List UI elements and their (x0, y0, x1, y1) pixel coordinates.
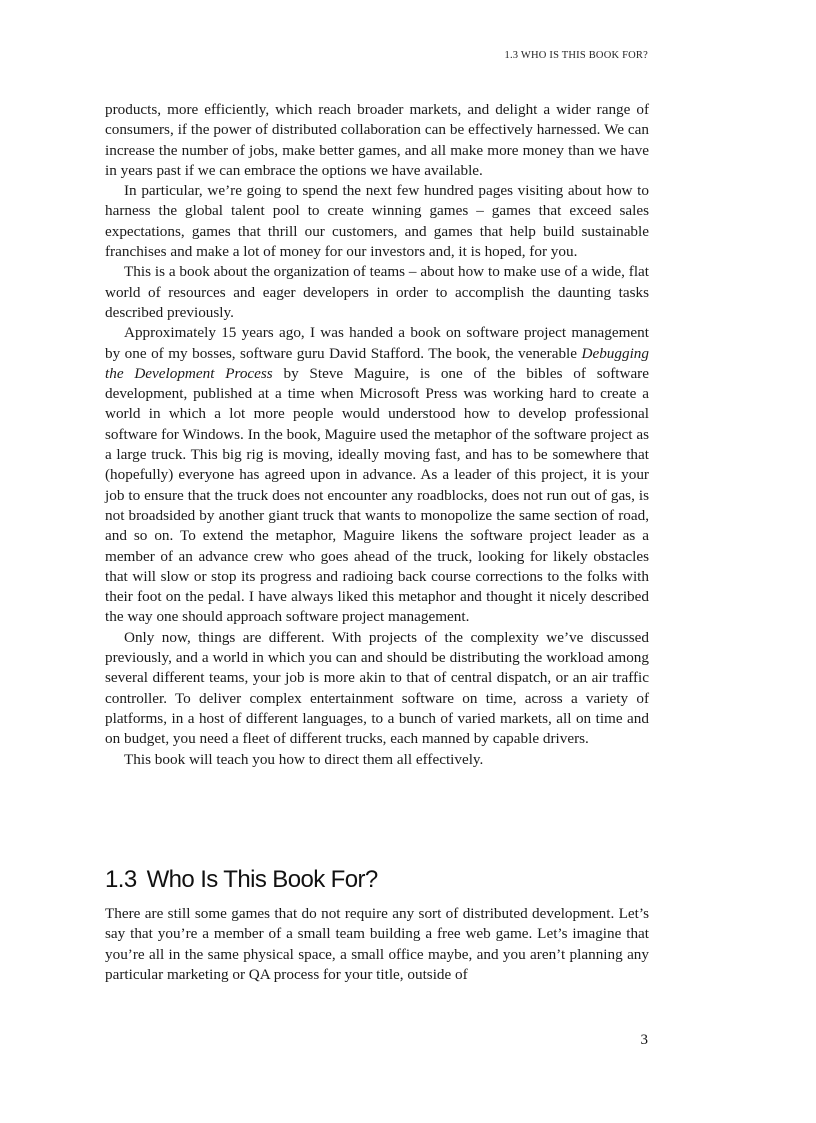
paragraph-3: This is a book about the organization of teams – about how to make use of a wide, flat world of resources and eager developers in order to accomplish the daunting tasks described previously. (105, 263, 649, 321)
section-heading (105, 866, 649, 894)
book-title-italic: Debugging the Development Process (105, 344, 649, 382)
paragraph-4-part-2: by Steve Maguire, is one of the bibles of software development, published at a time when Microsoft Press was working hard to create a world in which a lot more people would understood how to develop professional software for Windows. In the book, Maguire used the metaphor of the software project as a large truck. This big rig is moving, ideally moving fast, and has to be somewhere that (hopefully) everyone has agreed upon in advance. As a leader of this project, it is your job to ensure that the truck does not encounter any roadblocks, does not run out of gas, is not broadsided by another giant truck that wants to monopolize the same section of road, and so on. To extend the metaphor, Maguire likens the software project leader as a member of an advance crew who goes ahead of the truck, looking for likely obstacles that will slow or stop its progress and radioing back course corrections to the folks with their foot on the pedal. I have always liked this metaphor and thought it nicely described the way one should approach software project management. (105, 364, 649, 626)
section-body-text (105, 904, 649, 985)
paragraph-5: Only now, things are different. With projects of the complexity we’ve discussed previously, and a world in which you can and should be distributing the workload among several different teams, your job is more akin to that of central dispatch, or an air traffic controller. To deliver complex entertainment software on time, across a variety of platforms, in a host of different languages, to a bunch of varied markets, all on time and on budget, you need a fleet of different trucks, each manned by capable drivers. (105, 628, 649, 748)
section-number: 1.3 (105, 866, 137, 893)
paragraph-6: This book will teach you how to direct them all effectively. (124, 750, 484, 768)
running-head: 1.3 WHO IS THIS BOOK FOR? (504, 50, 648, 61)
section-paragraph: There are still some games that do not require any sort of distributed development. Let’s say that you’re a member of a small team building a free web game. Let’s imagine that you’re all in the same physical space, a small office maybe, and you aren’t planning any particular marketing or QA process for your title, outside of (105, 905, 649, 983)
page-number: 3 (640, 1032, 648, 1048)
paragraph-4 (105, 323, 649, 627)
paragraph-1: products, more efficiently, which reach broader markets, and delight a wider range of consumers, if the power of distributed collaboration can be effectively harnessed. We can increase the number of jobs, make better games, and all make more money than we have in years past if we can embrace the options we have available. (105, 101, 649, 179)
section-title: Who Is This Book For? (146, 866, 378, 893)
paragraph-2: In particular, we’re going to spend the next few hundred pages visiting about how to harness the global talent pool to create winning games – games that exceed sales expectations, games that thrill our customers, and games that help build sustainable franchises and make a lot of money for our investors and, it is hoped, for you. (105, 182, 649, 261)
paragraph-4-part-1: Approximately 15 years ago, I was handed a book on software project management by one of my bosses, software guru David Stafford. The book, the venerable (105, 324, 649, 362)
body-text (105, 100, 649, 770)
